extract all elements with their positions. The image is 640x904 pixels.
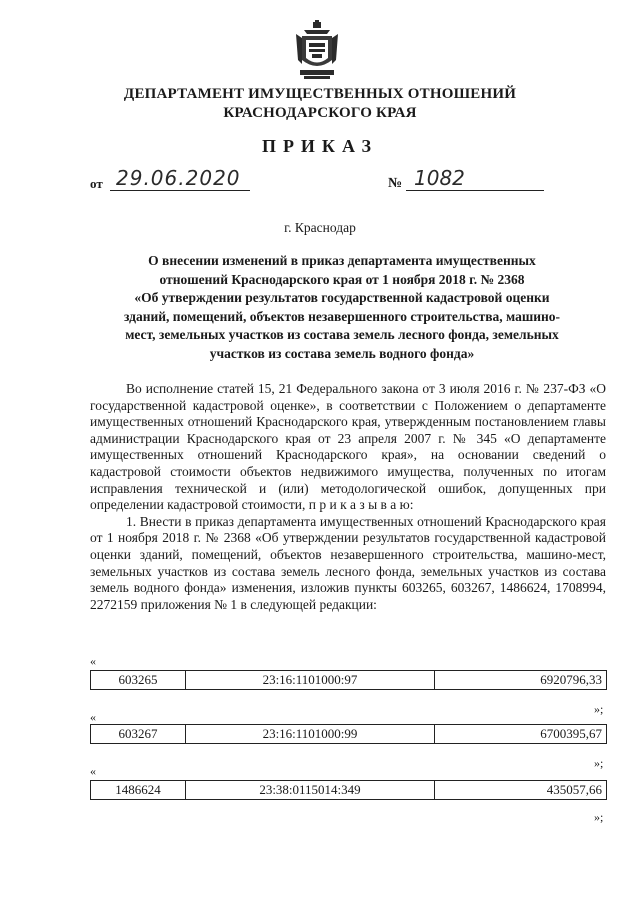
organization-name-line2: КРАСНОДАРСКОГО КРАЯ — [223, 105, 417, 121]
row-cadastral-number: 23:16:1101000:97 — [186, 671, 435, 690]
number-underline — [406, 190, 544, 191]
row-cadastral-number: 23:16:1101000:99 — [186, 725, 435, 744]
city-line: г. Краснодар — [284, 220, 356, 235]
heading-line: отношений Краснодарского края от 1 ноября 2018 г. № 2368 — [159, 271, 525, 287]
preamble-paragraph: Во исполнение статей 15, 21 Федерального закона от 3 июля 2016 г. № 237-ФЗ «О государственной кадастровой оценке», в соответствии с Положением о департаменте имущественных отношений Краснодарского края, утвержденным постановлением главы администрации Краснодарского края от 23 апреля 2007 г. № 345 «О департаменте имущественных отношений Краснодарского края», на основании сведений о кадастровой стоимости объектов недвижимого имущества, полученных по итогам исправления технической и (или) методологической ошибок, допущенных при определении кадастровой стоимости, п р и к а з ы в а ю: — [90, 381, 606, 513]
row-cadastral-value: 6700395,67 — [435, 725, 607, 744]
table-row — [90, 780, 607, 800]
coat-of-arms-icon — [294, 20, 340, 80]
close-quote: »; — [594, 756, 604, 770]
close-quote: »; — [594, 810, 604, 824]
row-item-number: 1486624 — [91, 781, 186, 800]
order-body — [90, 381, 606, 613]
open-quote: « — [90, 764, 96, 778]
document-type-title: ПРИКАЗ — [261, 136, 379, 156]
row-cadastral-value: 435057,66 — [435, 781, 607, 800]
row-item-number: 603265 — [91, 671, 186, 690]
heading-line: мест, земельных участков из состава земель лесного фонда, земельных — [125, 327, 559, 343]
open-quote: « — [90, 710, 96, 724]
table-row — [90, 724, 607, 744]
handwritten-number: 1082 — [414, 166, 465, 190]
organization-name-line1: ДЕПАРТАМЕНТ ИМУЩЕСТВЕННЫХ ОТНОШЕНИЙ — [123, 86, 517, 102]
date-underline — [110, 190, 250, 191]
row-item-number: 603267 — [91, 725, 186, 744]
table-row — [90, 670, 607, 690]
date-label: от — [90, 176, 103, 191]
handwritten-date: 29.06.2020 — [116, 166, 241, 190]
open-quote: « — [90, 654, 96, 668]
row-cadastral-number: 23:38:0115014:349 — [186, 781, 435, 800]
heading-line: «Об утверждении результатов государственной кадастровой оценки — [134, 290, 550, 306]
row-cadastral-value: 6920796,33 — [435, 671, 607, 690]
order-heading — [112, 252, 572, 364]
heading-line: О внесении изменений в приказ департамента имущественных — [148, 253, 536, 268]
close-quote: »; — [594, 702, 604, 716]
clause-1-paragraph: 1. Внести в приказ департамента имущественных отношений Краснодарского края от 1 ноября 2018 г. № 2368 «Об утверждении результатов государственной кадастровой оценки зданий, помещений, объектов незавершенного строительства, машино-мест, земельных участков из состава земель лесного фонда, земельных участков из состава земель водного фонда» изменения, изложив пункты 603265, 603267, 1486624, 1708994, 2272159 приложения № 1 в следующей редакции: — [90, 513, 606, 612]
heading-line: зданий, помещений, объектов незавершенного строительства, машино- — [123, 308, 561, 324]
heading-line: участков из состава земель водного фонда» — [209, 345, 475, 361]
number-label: № — [388, 176, 403, 191]
